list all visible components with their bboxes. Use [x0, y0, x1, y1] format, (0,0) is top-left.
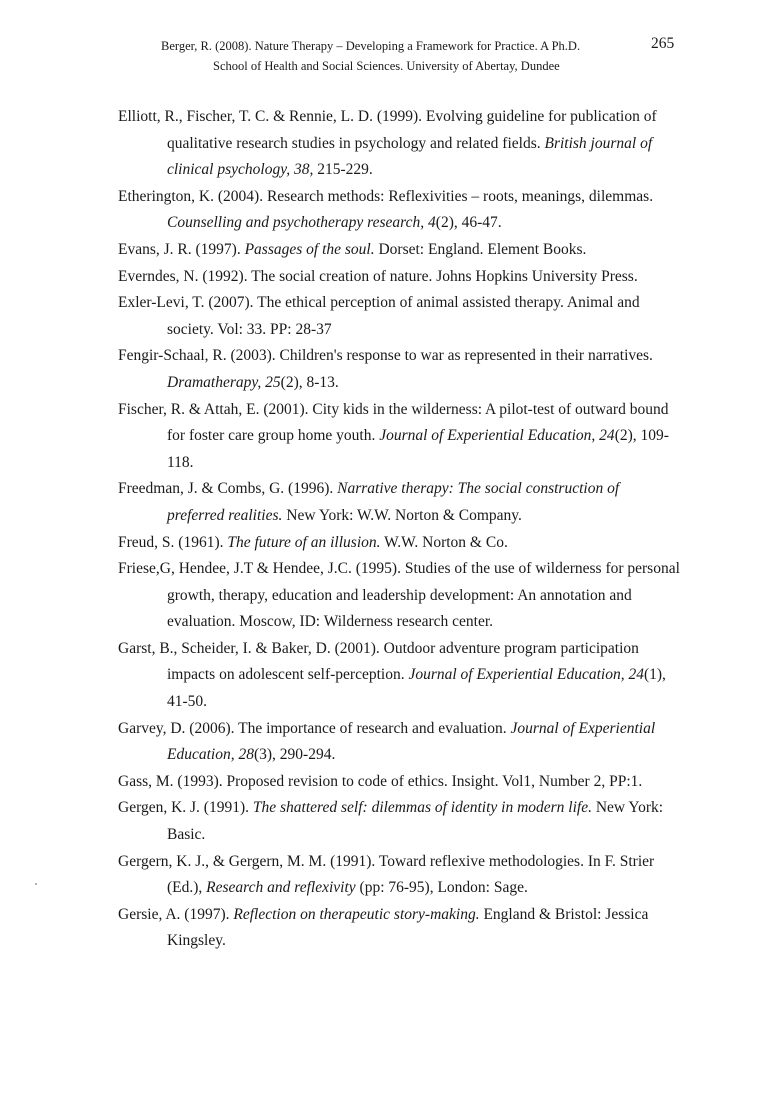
reference-text: Freedman, J. & Combs, G. (1996). [118, 480, 338, 498]
reference-text: (pp: 76-95), London: Sage. [355, 879, 528, 897]
reference-entry-friese [118, 556, 680, 636]
reference-italic-text: Passages of the soul. [244, 240, 375, 258]
reference-italic-text: Counselling and psychotherapy research, 4 [167, 214, 436, 232]
page-number: 265 [651, 35, 675, 52]
reference-italic-text: Journal of Experiential Education, 24 [408, 666, 644, 684]
reference-italic-text: British journal of clinical psychology, 38, [167, 134, 653, 179]
reference-italic-text: The future of an illusion. [227, 533, 381, 551]
reference-entry-gergen-1991 [118, 795, 680, 848]
reference-text: Gergen, K. J. (1991). [118, 799, 253, 817]
reference-text: Everndes, N. (1992). The social creation of nature. Johns Hopkins University Press. [118, 267, 638, 285]
reference-text: New York: W.W. Norton & Company. [282, 506, 522, 524]
reference-italic-text: Journal of Experiential Education, 28 [167, 719, 656, 764]
reference-entry-gergern [118, 849, 680, 902]
reference-entry-exler-levi [118, 290, 680, 343]
reference-text: Garvey, D. (2006). The importance of research and evaluation. [118, 719, 511, 737]
reference-text: New York: Basic. [167, 799, 664, 844]
reference-italic-text: Journal of Experiential Education, 24 [379, 427, 615, 445]
reference-text: Fengir-Schaal, R. (2003). Children's response to war as represented in their narratives. [118, 347, 653, 365]
reference-italic-text: Narrative therapy: The social construction of preferred realities. [167, 480, 620, 524]
reference-entry-freud [118, 530, 680, 557]
reference-text: W.W. Norton & Co. [380, 533, 508, 551]
reference-text: (2), 8-13. [280, 373, 339, 391]
reference-text: (3), 290-294. [253, 746, 336, 764]
reference-entry-fischer [118, 397, 680, 477]
reference-entry-evans [118, 237, 680, 264]
reference-entry-fengir-schaal [118, 343, 680, 396]
reference-text: (2), 109-118. [167, 427, 669, 471]
reference-text: Elliott, R., Fischer, T. C. & Rennie, L. D. (1999). Evolving guideline for publication of qualitative research studies in psychology and related fields. [118, 108, 657, 152]
reference-list [118, 104, 680, 955]
reference-italic-text: Dramatherapy, 25 [167, 373, 281, 391]
reference-entry-gersie [118, 902, 680, 955]
reference-text: Dorset: England. Element Books. [374, 240, 587, 258]
header-citation-line: Berger, R. (2008). Nature Therapy – Developing a Framework for Practice. A Ph.D. [161, 39, 581, 53]
reference-text: Evans, J. R. (1997). [118, 240, 245, 258]
header-institution-line: School of Health and Social Sciences. University of Abertay, Dundee [213, 59, 560, 73]
reference-entry-etherington [118, 184, 680, 237]
reference-text: Friese,G, Hendee, J.T & Hendee, J.C. (1995). Studies of the use of wilderness for personal growth, therapy, education and leadership development: An annotation and evaluation. Moscow, ID: Wilderness research center. [118, 560, 680, 631]
reference-text: Fischer, R. & Attah, E. (2001). City kids in the wilderness: A pilot-test of outward bound for foster care group home youth. [118, 400, 669, 445]
reference-text: Freud, S. (1961). [118, 533, 228, 551]
reference-text: (1), 41-50. [167, 666, 666, 711]
reference-entry-garst [118, 636, 680, 716]
reference-italic-text: Research and reflexivity [206, 879, 356, 897]
scan-speck [35, 883, 37, 885]
reference-text: England & Bristol: Jessica Kingsley. [167, 905, 649, 950]
reference-text: Etherington, K. (2004). Research methods: Reflexivities – roots, meanings, dilemmas. [118, 187, 654, 205]
reference-italic-text: Reflection on therapeutic story-making. [233, 905, 480, 923]
reference-text: Garst, B., Scheider, I. & Baker, D. (2001). Outdoor adventure program participation impacts on adolescent self-perception. [118, 639, 639, 684]
reference-text: Gergern, K. J., & Gergern, M. M. (1991). Toward reflexive methodologies. In F. Strier (Ed.), [118, 852, 655, 897]
reference-text: Exler-Levi, T. (2007). The ethical perception of animal assisted therapy. Animal and society. Vol: 33. PP: 28-37 [118, 294, 640, 338]
reference-entry-garvey [118, 716, 680, 769]
reference-text: (2), 46-47. [435, 214, 502, 232]
reference-text: 215-229. [313, 161, 373, 179]
reference-text: Gersie, A. (1997). [118, 905, 234, 923]
reference-italic-text: The shattered self: dilemmas of identity in modern life. [252, 799, 592, 817]
reference-entry-everndes [118, 264, 680, 291]
reference-entry-gass [118, 769, 680, 796]
reference-entry-elliott [118, 104, 680, 184]
reference-text: Gass, M. (1993). Proposed revision to code of ethics. Insight. Vol1, Number 2, PP:1. [118, 772, 643, 790]
reference-entry-freedman [118, 476, 680, 529]
